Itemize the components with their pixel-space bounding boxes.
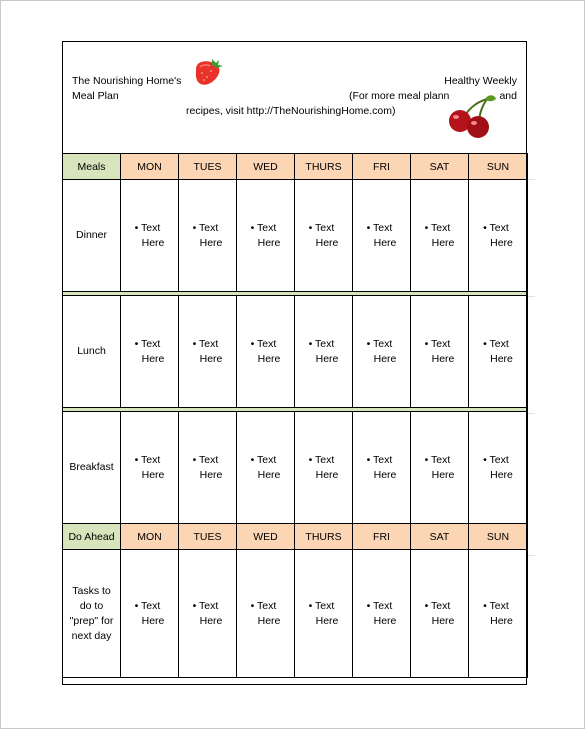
header-title-line2: Meal Plan: [72, 90, 119, 102]
entry-line2: Here: [431, 236, 455, 249]
entry-line2: Here: [373, 614, 397, 627]
entry-line1: • Text: [308, 453, 335, 466]
entry-line1: • Text: [134, 221, 161, 234]
entry-line1: • Text: [192, 337, 219, 350]
entry-line1: • Text: [483, 453, 509, 466]
entry-line2: Here: [490, 614, 513, 627]
meals-header: Meals: [63, 154, 121, 180]
day-header: MON: [121, 154, 179, 180]
header-right-line2b: and: [499, 90, 517, 102]
entry-line1: • Text: [424, 337, 451, 350]
entry-line1: • Text: [366, 453, 393, 466]
day-header: SAT: [411, 154, 469, 180]
entry-line1: • Text: [424, 221, 451, 234]
day-header: FRI: [353, 154, 411, 180]
entry-line2: Here: [199, 468, 223, 481]
entry-line2: Here: [431, 352, 455, 365]
header-right-line2a: (For more meal plann: [349, 90, 450, 102]
meal-label-text: Tasks to do to "prep" for next day: [69, 584, 114, 642]
entry-line1: • Text: [192, 453, 219, 466]
entry-line1: • Text: [366, 337, 393, 350]
entry-line2: Here: [490, 468, 513, 481]
entry-line2: Here: [431, 614, 455, 627]
day-header: WED: [237, 154, 295, 180]
entry-line1: • Text: [308, 337, 335, 350]
gridline: [527, 555, 535, 556]
entry-line2: Here: [315, 236, 339, 249]
entry-line1: • Text: [192, 221, 219, 234]
entry-line2: Here: [431, 468, 455, 481]
entry-line2: Here: [199, 614, 223, 627]
entry-line1: • Text: [250, 221, 277, 234]
header-title-line1: The Nourishing Home's: [72, 75, 182, 87]
entry-line1: • Text: [308, 599, 335, 612]
entry-line1: • Text: [424, 453, 451, 466]
entry-line2: Here: [199, 236, 223, 249]
entry-line2: Here: [315, 468, 339, 481]
entry-line2: Here: [373, 352, 397, 365]
entry-line2: Here: [257, 468, 281, 481]
day-header: WED: [237, 524, 295, 550]
meal-label-text: Breakfast: [69, 461, 114, 473]
entry-line2: Here: [141, 614, 165, 627]
entry-line1: • Text: [483, 599, 509, 612]
entry-line1: • Text: [250, 337, 277, 350]
header-right-line1: Healthy Weekly: [444, 75, 517, 87]
entry-line2: Here: [257, 614, 281, 627]
entry-line2: Here: [490, 236, 513, 249]
entry-line2: Here: [257, 352, 281, 365]
entry-line2: Here: [141, 236, 165, 249]
gridline: [527, 179, 535, 180]
entry-line1: • Text: [192, 599, 219, 612]
entry-line2: Here: [315, 614, 339, 627]
entry-line2: Here: [257, 236, 281, 249]
header-right-line3: recipes, visit http://TheNourishingHome.com): [186, 105, 396, 117]
entry-line1: • Text: [250, 453, 277, 466]
day-header: SAT: [411, 524, 469, 550]
entry-line1: • Text: [483, 221, 509, 234]
day-header: TUES: [179, 154, 237, 180]
entry-line2: Here: [199, 352, 223, 365]
day-header: TUES: [179, 524, 237, 550]
entry-line1: • Text: [424, 599, 451, 612]
day-header: SUN: [469, 524, 528, 550]
entry-line2: Here: [141, 352, 165, 365]
day-header: THURS: [295, 154, 353, 180]
gridline: [527, 296, 535, 297]
entry-line1: • Text: [308, 221, 335, 234]
entry-line2: Here: [315, 352, 339, 365]
entry-line2: Here: [373, 236, 397, 249]
entry-line2: Here: [141, 468, 165, 481]
do-ahead-header: Do Ahead: [63, 524, 121, 550]
entry-line2: Here: [490, 352, 513, 365]
entry-line2: Here: [373, 468, 397, 481]
entry-line1: • Text: [134, 453, 161, 466]
day-header: FRI: [353, 524, 411, 550]
entry-line1: • Text: [250, 599, 277, 612]
entry-line1: • Text: [134, 599, 161, 612]
gridline: [527, 413, 535, 414]
meal-label-text: Lunch: [77, 345, 106, 357]
entry-line1: • Text: [134, 337, 161, 350]
meal-label-text: Dinner: [76, 229, 107, 241]
entry-line1: • Text: [483, 337, 509, 350]
entry-line1: • Text: [366, 221, 393, 234]
sheet-border: [62, 41, 527, 685]
day-header: MON: [121, 524, 179, 550]
day-header: THURS: [295, 524, 353, 550]
day-header: SUN: [469, 154, 528, 180]
entry-line1: • Text: [366, 599, 393, 612]
